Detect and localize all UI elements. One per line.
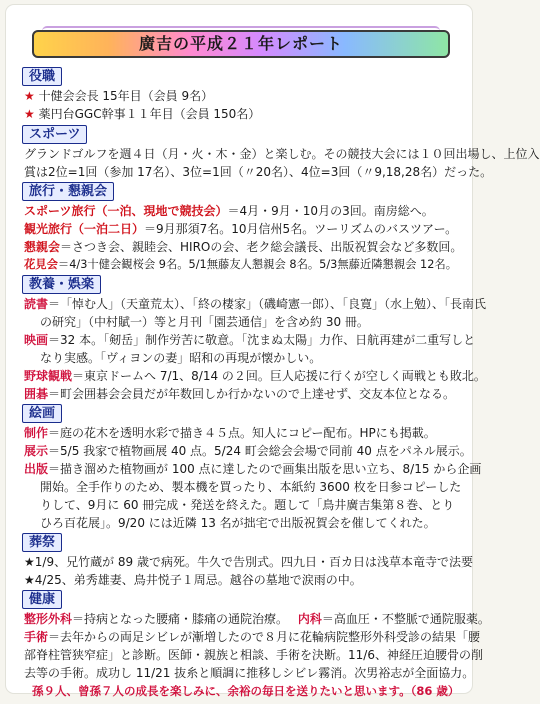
painting-production-line <box>24 424 470 442</box>
go-label: 囲碁 <box>24 387 49 401</box>
star-icon: ★ <box>24 573 35 587</box>
sports-line-2: 賞は2位=1回（参加 17名）、3位=1回（〃20名）、4位=3回（〃9,18,28名）だった。 <box>24 165 493 179</box>
reading-text: ＝「悼む人」（天童荒太）、「終の棲家」（磯崎憲一郎）、「良寛」（水上勉）、「長南氏 <box>48 297 487 311</box>
culture-movie-line-1 <box>24 331 476 349</box>
exhibit-label: 展示 <box>24 444 49 458</box>
section-heading-label: 教養・娯楽 <box>22 275 101 294</box>
travel-label: 観光旅行（一泊二日） <box>24 222 145 236</box>
surgery-label: 手術 <box>24 630 49 644</box>
production-label: 制作 <box>24 426 49 440</box>
health-line-1 <box>24 610 490 628</box>
baseball-text: ＝東京ドームへ 7/1、8/14 の２回。巨人応援に行くが空しく両戦とも敗北。 <box>72 369 486 383</box>
section-health-heading <box>22 590 62 609</box>
culture-go-line <box>24 385 470 403</box>
section-yakushoku-heading <box>22 67 62 86</box>
report-title: 廣吉の平成２１年レポート <box>32 30 450 58</box>
go-text: ＝町会囲碁会会員だが年数回しか行かないので上達せず、交友本位となる。 <box>48 387 456 401</box>
painting-exhibit-line <box>24 442 470 460</box>
section-painting-heading <box>22 404 62 423</box>
health-surgery-line-2: 部脊柱管狭窄症」と診断。医師・親族と相談、手術を決断。11/6、神経圧迫腰骨の削 <box>24 648 483 662</box>
production-text: ＝庭の花木を透明水彩で描き４５点。知人にコピー配布。HPにも掲載。 <box>48 426 436 440</box>
exhibit-text: ＝5/5 我家で植物画展 40 点。5/24 町会総会会場で同前 40 点をパネル展示。 <box>48 444 472 458</box>
travel-label: 懇親会 <box>24 240 61 254</box>
travel-item-3 <box>24 238 470 256</box>
section-travel-heading <box>22 182 114 201</box>
health-surgery-line-3: 去等の手術。成功し 11/21 抜糸と順調に推移しシビレ霧消。次男裕志が全面協力。 <box>24 666 475 680</box>
section-heading-label: 旅行・懇親会 <box>22 182 114 201</box>
travel-label: スポーツ旅行（一泊、現地で競技会） <box>24 204 228 218</box>
travel-text: ＝4月・9月・10月の3回。南房総へ。 <box>227 204 434 218</box>
section-funeral-heading <box>22 533 62 552</box>
publish-label: 出版 <box>24 462 49 476</box>
yakushoku-item-2 <box>24 105 470 123</box>
culture-reading-line-2: の研究」（中村賦一）等と月刊「園芸通信」を含め約 30 冊。 <box>40 315 369 329</box>
star-icon: ★ <box>24 107 35 121</box>
culture-movie-line-2: なり実感。「ヴィヨンの妻」昭和の再現が懐かしい。 <box>40 351 322 365</box>
yakushoku-item-text: 薬円台GGC幹事１１年目（会員 150名） <box>38 107 261 121</box>
yakushoku-item-text: 十健会会長 15年目（会員 9名） <box>38 89 214 103</box>
travel-item-1 <box>24 202 470 220</box>
painting-publish-line-1 <box>24 460 482 478</box>
closing-message: 孫９人、曾孫７人の成長を楽しみに、余裕の毎日を送りたいと思います。（86 歳） <box>32 684 460 698</box>
star-icon: ★ <box>24 555 35 569</box>
funeral-item-1 <box>24 553 473 571</box>
painting-publish-line-2: 開始。全手作りのため、製本機を買ったり、本紙約 3600 枚を日参コピーした <box>40 480 462 494</box>
internal-text: ＝高血圧・不整脈で通院服薬。 <box>321 612 490 626</box>
publish-text: ＝描き溜めた植物画が 100 点に達したので画集出版を思い立ち、8/15 から企画 <box>48 462 482 476</box>
section-heading-label: 葬祭 <box>22 533 62 552</box>
travel-item-4 <box>24 256 470 274</box>
funeral-text: 4/25、弟秀雄妻、鳥井悦子１周忌。越谷の墓地で涙雨の中。 <box>34 573 362 587</box>
reading-label: 読書 <box>24 297 49 311</box>
section-culture-heading <box>22 275 101 294</box>
health-surgery-line-1 <box>24 628 481 646</box>
section-heading-label: 健康 <box>22 590 62 609</box>
funeral-item-2 <box>24 571 470 589</box>
section-heading-label: 絵画 <box>22 404 62 423</box>
travel-text: ＝さつき会、親睦会、HIROの会、老ク総会議長、出版祝賀会など多数回。 <box>60 240 463 254</box>
baseball-label: 野球観戦 <box>24 369 73 383</box>
travel-text: ＝9月那須7名。10月信州5名。ツーリズムのバスツアー。 <box>144 222 458 236</box>
surgery-text: ＝去年からの両足シビレが漸増したので８月に花輪病院整形外科受診の結果「腰 <box>48 630 481 644</box>
orthopedics-label: 整形外科 <box>24 612 73 626</box>
travel-item-2 <box>24 220 470 238</box>
sports-line-1: グランドゴルフを週４日（月・火・木・金）と楽しむ。その競技大会には１０回出場し、上位入 <box>24 147 540 161</box>
title-banner <box>32 26 450 58</box>
star-icon: ★ <box>24 89 35 103</box>
movie-label: 映画 <box>24 333 49 347</box>
travel-text: ＝4/3十健会観桜会 9名。5/1無藤友人懇親会 8名。5/3無藤近隣懇親会 12名。 <box>57 258 457 271</box>
orthopedics-text: ＝持病となった腰痛・膝痛の通院治療。 <box>72 612 289 626</box>
painting-publish-line-4: ひろ百花展」。9/20 には近隣 13 名が拙宅で出版祝賀会を催してくれた。 <box>40 516 436 530</box>
culture-baseball-line <box>24 367 486 385</box>
section-sports-heading <box>22 125 87 144</box>
section-heading-label: 役職 <box>22 67 62 86</box>
section-heading-label: スポーツ <box>22 125 87 144</box>
funeral-text: 1/9、兄竹蔵が 89 歳で病死。牛久で告別式。四九日・百カ日は浅草本竜寺で法要 <box>34 555 473 569</box>
yakushoku-item-1 <box>24 87 470 105</box>
painting-publish-line-3: りして、9月に 60 冊完成・発送を終えた。題して「鳥井廣吉集第８巻、とり <box>40 498 455 512</box>
internal-label: 内科 <box>297 612 322 626</box>
travel-label: 花見会 <box>24 258 58 271</box>
movie-text: ＝32 本。「剱岳」制作労苦に敬意。「沈まぬ太陽」力作、日航再建が二重写しと <box>48 333 476 347</box>
report-page <box>6 5 540 698</box>
culture-reading-line-1 <box>24 295 487 313</box>
